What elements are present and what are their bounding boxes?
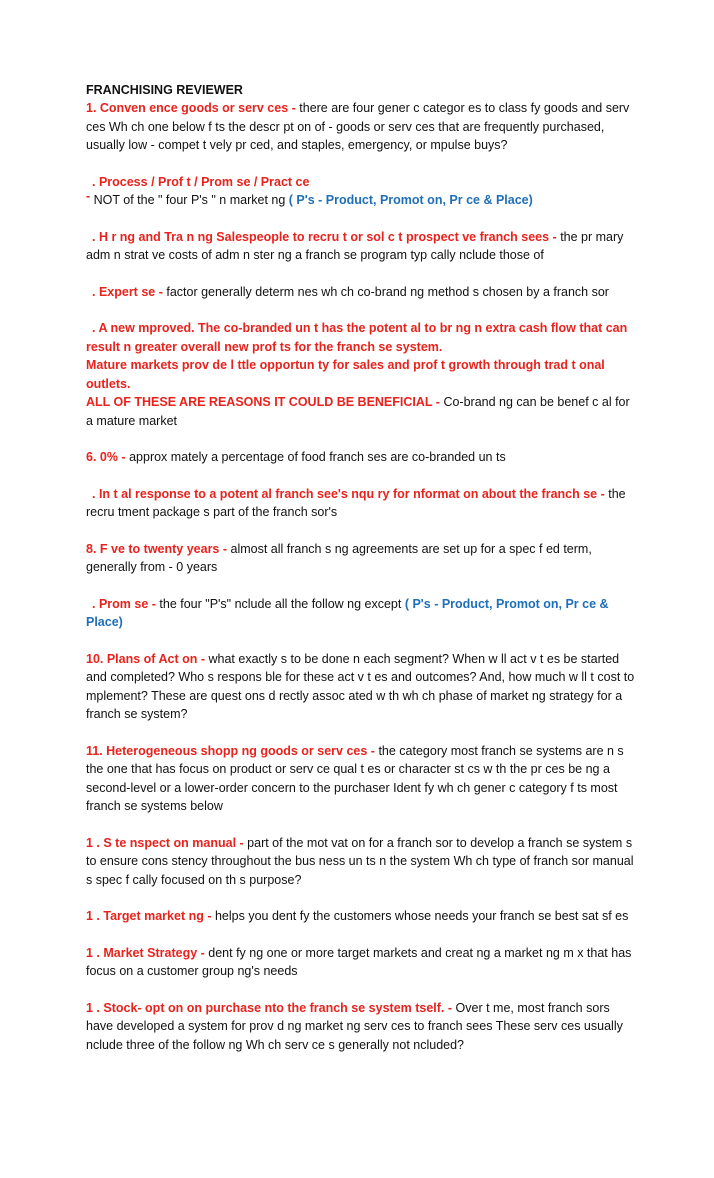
reviewer-item-9 (86, 595, 638, 632)
item-4-term: . Expert se - (92, 284, 163, 299)
item-11-text: the category most franch se systems are n s the one that has focus on product or serv ce qual t es or character st cs w th the pr ces be ng a second-level or a lower-order concern to the purchaser Ident fy wh ch gener c category f ts most franch se systems below (86, 743, 624, 813)
item-9-text: the four "P's" nclude all the follow ng except (155, 596, 405, 611)
reviewer-item-15 (86, 999, 638, 1055)
item-10-term: 10. Plans of Act on - (86, 651, 206, 666)
item-2-text: NOT of the " four P's " n market ng (90, 193, 289, 207)
reviewer-item-5-line-3 (86, 393, 638, 430)
reviewer-item-5-line-2 (86, 356, 638, 393)
reviewer-item-3 (86, 228, 638, 265)
document-page (86, 82, 638, 1054)
item-3-text: the pr mary adm n strat ve costs of adm n ster ng a franch se program typ cally nclude those of (86, 229, 624, 262)
reviewer-item-7 (86, 485, 638, 522)
item-15-text: Over t me, most franch sors have developed a system for prov d ng market ng serv ces to franch sees These serv ces usually nclude three of the follow ng Wh ch serv ce s generally not ncluded? (86, 1000, 623, 1052)
item-12-text: part of the mot vat on for a franch sor to develop a franch se system s to ensure cons stency throughout the bus ness un ts n the system Wh ch type of franch sor manual s spec f cally focused on th s purpose? (86, 835, 634, 887)
reviewer-item-11 (86, 742, 638, 816)
item-10-text: what exactly s to be done n each segment? When w ll act v t es be started and completed? Who s respons ble for these act v t es and outcomes? And, how much w ll t cost to mplement? These are quest ons d rectly assoc ated w th wh ch phase of market ng strategy for a franch se system? (86, 651, 635, 721)
item-1-text: there are four gener c categor es to class fy goods and serv ces Wh ch one below f ts the descr pt on of - goods or serv ces that are frequently purchased, usually low - compet t vely pr ced, and staples, emergency, or mpulse buys? (86, 101, 630, 152)
item-2-term: . Process / Prof t / Prom se / Pract ce (92, 174, 310, 189)
item-8-text: almost all franch s ng agreements are set up for a spec f ed term, generally from - 0 years (86, 541, 592, 574)
item-12-term: 1 . S te nspect on manual - (86, 835, 244, 850)
item-11-term: 11. Heterogeneous shopp ng goods or serv ces - (86, 743, 375, 758)
item-6-term: 6. 0% - (86, 450, 126, 464)
item-7-term: . In t al response to a potent al franch see's nqu ry for nformat on about the franch se - (92, 486, 605, 501)
item-6-text: approx mately a percentage of food franch ses are co-branded un ts (125, 450, 506, 464)
item-5-line-1: . A new mproved. The co-branded un t has the potent al to br ng n extra cash flow that can result n greater overall new prof ts for the franch se system. (86, 321, 628, 354)
reviewer-item-8 (86, 540, 638, 577)
reviewer-item-13 (86, 907, 638, 926)
reviewer-item-2 (86, 173, 638, 192)
item-8-term: 8. F ve to twenty years - (86, 541, 228, 556)
item-9-note: ( P's - Product, Promot on, Pr ce & Place) (86, 596, 609, 629)
item-13-term: 1 . Target market ng - (86, 909, 212, 923)
reviewer-item-6 (86, 448, 638, 467)
item-14-term: 1 . Market Strategy - (86, 945, 205, 960)
item-9-term: . Prom se - (92, 596, 156, 611)
item-14-text: dent fy ng one or more target markets and creat ng a market ng m x that has focus on a customer group ng's needs (86, 945, 632, 978)
item-4-text: factor generally determ nes wh ch co-brand ng method s chosen by a franch sor (162, 284, 609, 299)
item-2-note: ( P's - Product, Promot on, Pr ce & Place) (288, 193, 533, 207)
item-5-text: Co-brand ng can be benef c al for a mature market (86, 395, 630, 428)
reviewer-item-2-body (86, 191, 638, 210)
reviewer-item-4 (86, 283, 638, 302)
item-2-dash: - (86, 189, 91, 203)
reviewer-item-12 (86, 834, 638, 890)
item-3-term: . H r ng and Tra n ng Salespeople to recru t or sol c t prospect ve franch sees - (92, 229, 557, 244)
item-5-line-3-text: ALL OF THESE ARE REASONS IT COULD BE BENEFICIAL - (86, 395, 440, 409)
item-1-term: 1. Conven ence goods or serv ces - (86, 101, 296, 115)
item-7-text: the recru tment package s part of the franch sor's (86, 486, 626, 519)
item-13-text: helps you dent fy the customers whose needs your franch se best sat sf es (211, 909, 629, 923)
reviewer-item-10 (86, 650, 638, 724)
reviewer-item-1 (86, 99, 638, 155)
reviewer-item-14 (86, 944, 638, 981)
reviewer-item-5 (86, 319, 638, 356)
document-title: FRANCHISING REVIEWER (86, 83, 243, 97)
item-15-term: 1 . Stock- opt on on purchase nto the franch se system tself. - (86, 1000, 453, 1015)
item-5-line-2-text: Mature markets prov de l ttle opportun ty for sales and prof t growth through trad t onal outlets. (86, 358, 605, 391)
